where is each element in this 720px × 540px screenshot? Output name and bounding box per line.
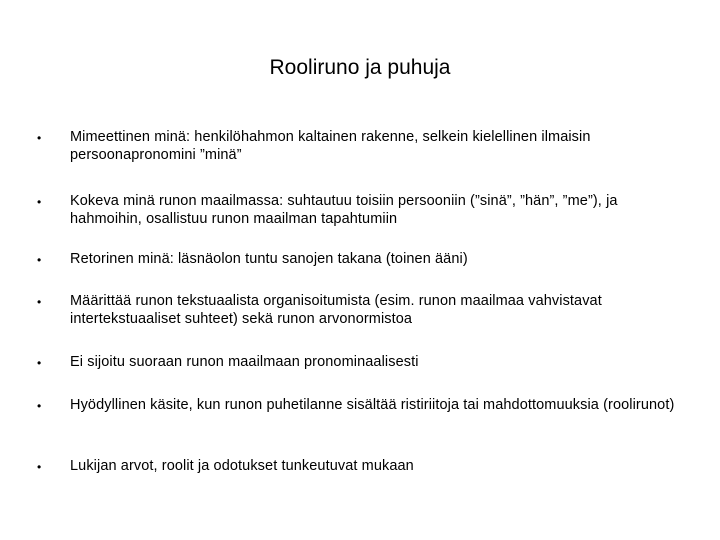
bullet-marker: • [37,399,42,413]
bullet-marker: • [37,195,42,209]
bullet-marker: • [37,295,42,309]
bullet-marker: • [37,131,42,145]
bullet-text: Määrittää runon tekstuaalista organisoitumista (esim. runon maailmaa vahvistavat intertekstuaaliset suhteet) sekä runon arvonormistoa [70,293,602,327]
bullet-text: Hyödyllinen käsite, kun runon puhetilanne sisältää ristiriitoja tai mahdottomuuksia (roolirunot) [70,397,675,413]
bullet-marker: • [37,356,42,370]
bullet-text: Retorinen minä: läsnäolon tuntu sanojen takana (toinen ääni) [70,251,468,267]
bullet-marker: • [37,460,42,474]
slide-title: Rooliruno ja puhuja [269,56,451,79]
bullet-text: Mimeettinen minä: henkilöhahmon kaltainen rakenne, selkein kielellinen ilmaisin persoonapronomini ”minä” [70,129,591,163]
bullet-text: Lukijan arvot, roolit ja odotukset tunkeutuvat mukaan [70,458,414,474]
bullet-text: Ei sijoitu suoraan runon maailmaan pronominaalisesti [70,354,419,370]
bullet-text: Kokeva minä runon maailmassa: suhtautuu toisiin persooniin (”sinä”, ”hän”, ”me”), ja hahmoihin, osallistuu runon maailman tapahtumiin [70,193,618,227]
bullet-marker: • [37,253,42,267]
